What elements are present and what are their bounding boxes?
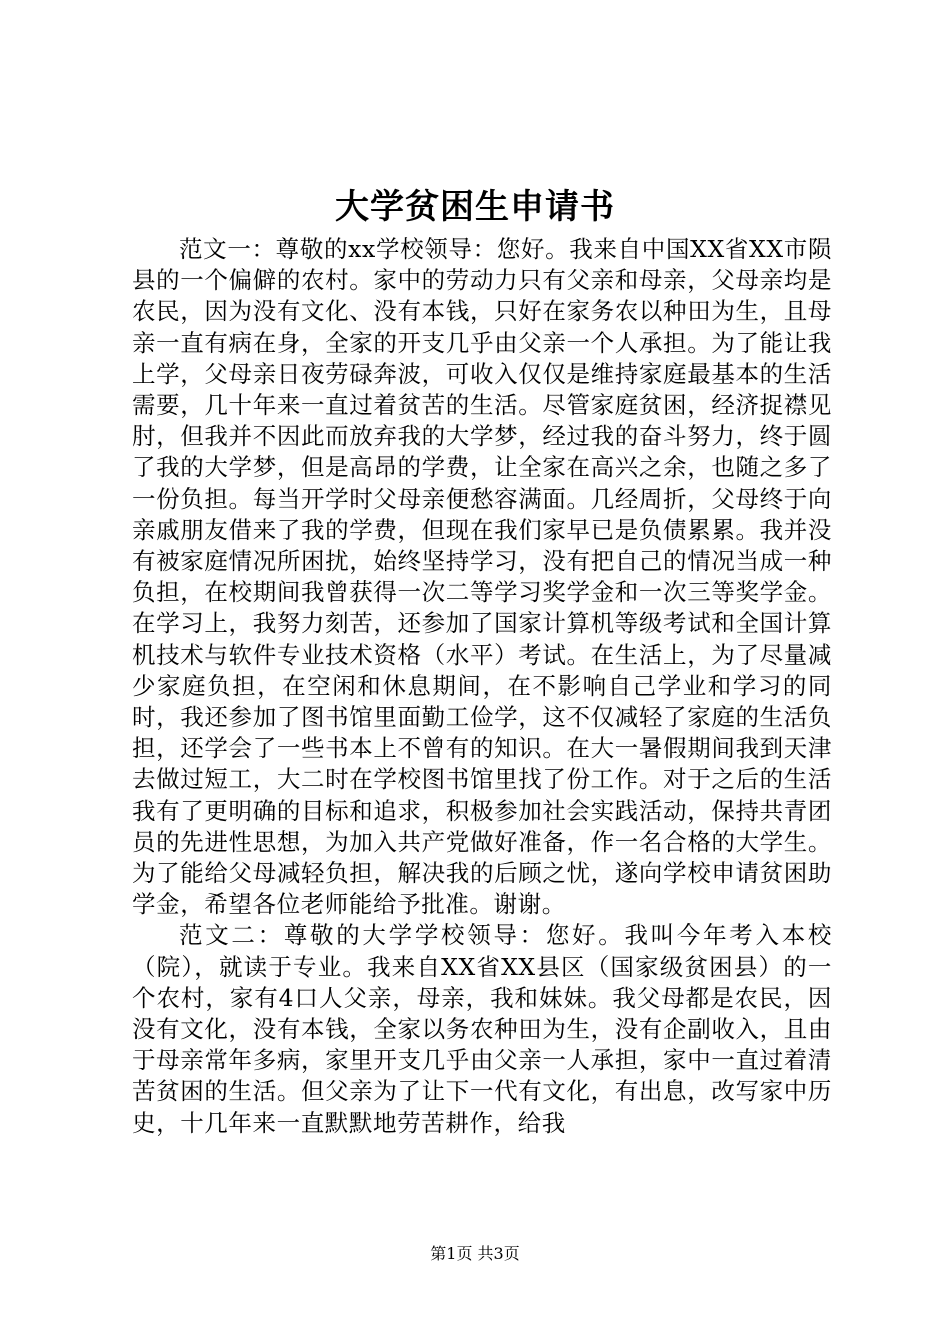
paragraph-sample-two: 范文二：尊敬的大学学校领导：您好。我叫今年考入本校（院），就读于专业。我来自XX省XX县区（国家级贫困县）的一个农村，家有4口人父亲，母亲，我和妹妹。我父母都是农民，因没有文化，没有本钱，全家以务农种田为生，没有企副收入，且由于母亲常年多病，家里开支几乎由父亲一人承担，家中一直过着清苦贫困的生活。但父亲为了让下一代有文化，有出息，改写家中历史，十几年来一直默默地劳苦耕作，给我 [132, 921, 832, 1137]
paragraph-sample-one: 范文一：尊敬的xx学校领导：您好。我来自中国XX省XX市陨县的一个偏僻的农村。家中的劳动力只有父亲和母亲，父母亲均是农民，因为没有文化、没有本钱，只好在家务农以种田为生，且母亲一直有病在身，全家的开支几乎由父亲一个人承担。为了能让我上学，父母亲日夜劳碌奔波，可收入仅仅是维持家庭最基本的生活需要，几十年来一直过着贫苦的生活。尽管家庭贫困，经济捉襟见肘，但我并不因此而放弃我的大学梦，经过我的奋斗努力，终于圆了我的大学梦，但是高昂的学费，让全家在高兴之余，也随之多了一份负担。每当开学时父母亲便愁容满面。几经周折，父母终于向亲戚朋友借来了我的学费，但现在我们家早已是负债累累。我并没有被家庭情况所困扰，始终坚持学习，没有把自己的情况当成一种负担，在校期间我曾获得一次二等学习奖学金和一次三等奖学金。在学习上，我努力刻苦，还参加了国家计算机等级考试和全国计算机技术与软件专业技术资格（水平）考试。在生活上，为了尽量减少家庭负担，在空闲和休息期间，在不影响自己学业和学习的同时，我还参加了图书馆里面勤工俭学，这不仅减轻了家庭的生活负担，还学会了一些书本上不曾有的知识。在大一暑假期间我到天津去做过短工，大二时在学校图书馆里找了份工作。对于之后的生活我有了更明确的目标和追求，积极参加社会实践活动，保持共青团员的先进性思想，为加入共产党做好准备，作一名合格的大学生。为了能给父母减轻负担，解决我的后顾之忧，遂向学校申请贫困助学金，希望各位老师能给予批准。谢谢。 [132, 235, 832, 919]
document-body [132, 234, 832, 1139]
document-title: 大学贫困生申请书 [335, 187, 615, 227]
page-number-footer: 第1页 共3页 [430, 1244, 520, 1263]
